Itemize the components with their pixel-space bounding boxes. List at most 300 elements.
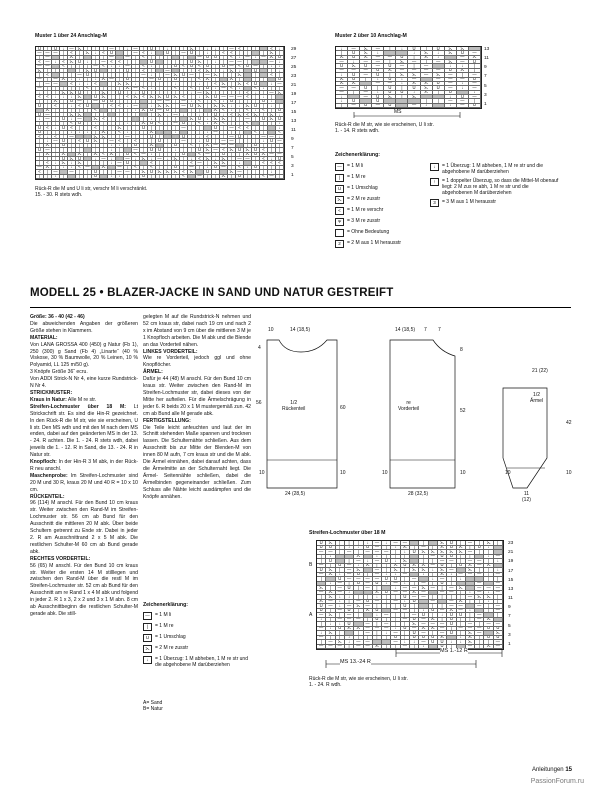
chart-cell: < (180, 95, 188, 99)
chart-cell: | (268, 69, 276, 73)
chart-cell: — (228, 135, 236, 139)
chart-cell: — (372, 56, 384, 60)
chart-cell: — (36, 166, 44, 170)
chart-cell: | (447, 627, 456, 632)
chart-cell: U (212, 113, 220, 117)
chart-cell: — (373, 541, 382, 546)
chart-cell: — (268, 91, 276, 95)
chart-cell: U (276, 56, 284, 60)
chart-cell: | (438, 618, 447, 623)
chart-cell: | (494, 595, 503, 600)
chart-cell: ⋋ (348, 64, 360, 68)
chart-cell: U (410, 550, 419, 555)
legend-colors (143, 700, 163, 713)
chart-cell: ⋋ (44, 153, 52, 157)
chart-cell: | (156, 135, 164, 139)
chart-cell: | (354, 541, 363, 546)
chart-cell: — (419, 546, 428, 551)
chart-cell: | (276, 87, 284, 91)
chart-cell: U (469, 78, 481, 82)
chart-cell: | (60, 87, 68, 91)
chart-cell: | (220, 131, 228, 135)
chart-cell: — (475, 582, 484, 587)
chart-cell: — (438, 591, 447, 596)
chart-cell: ⋋ (354, 555, 363, 560)
chart-cell: — (445, 73, 457, 77)
instruction-paragraph: Von LANA GROSSA 400 (450) g Natur (Fb 1), 250 (300) g Sand (Fb 4) „Linarte“ (40 % Viskose, 30 % Baumwolle, 20 % Leinen, 10 % Polyamid, LL 125 m/50 g). (30, 341, 138, 369)
chart-cell: | (164, 87, 172, 91)
chart-cell: | (196, 51, 204, 55)
chart-cell: < (180, 175, 188, 179)
chart-cell: | (76, 109, 84, 113)
chart-cell: | (236, 91, 244, 95)
chart-cell: U (384, 64, 396, 68)
chart-cell: — (364, 550, 373, 555)
chart-cell: ↓ (457, 577, 466, 582)
chart-cell: U (164, 95, 172, 99)
chart-cell: ↓ (116, 175, 124, 179)
chart-cell: — (92, 65, 100, 69)
chart-cell: U (84, 104, 92, 108)
chart-cell: — (457, 78, 469, 82)
chart-cell: | (180, 69, 188, 73)
chart-cell: | (236, 153, 244, 157)
chart-cell: ⋋ (140, 109, 148, 113)
chart-cell: | (447, 645, 456, 650)
chart-cell: | (60, 131, 68, 135)
row-number: 11 (484, 56, 489, 62)
chart-cell: | (252, 95, 260, 99)
chart-cell: | (84, 109, 92, 113)
chart-cell: U (148, 60, 156, 64)
chart-cell: — (484, 586, 493, 591)
chart-cell: | (84, 170, 92, 174)
chart-cell: ↓ (124, 47, 132, 51)
legend-text: = Ohne Bedeutung (347, 229, 390, 235)
chart-cell: ⋋ (484, 618, 493, 623)
chart-cell: — (336, 591, 345, 596)
chart-cell: U (252, 153, 260, 157)
chart-cell: U (360, 104, 372, 108)
chart-cell: | (326, 618, 335, 623)
chart-cell: | (84, 161, 92, 165)
chart-cell: < (276, 131, 284, 135)
chart-cell: | (132, 78, 140, 82)
chart-cell: | (396, 86, 408, 90)
chart-cell: ↓ (148, 117, 156, 121)
chart-cell: — (354, 577, 363, 582)
chart-cell: | (466, 546, 475, 551)
chart-cell: U (180, 135, 188, 139)
chart-cell: — (475, 604, 484, 609)
chart-cell: < (108, 60, 116, 64)
chart-cell: < (244, 126, 252, 130)
chart-cell: | (132, 175, 140, 179)
chart-cell: < (60, 60, 68, 64)
chart-cell: ⋋ (60, 91, 68, 95)
chart-cell: | (348, 91, 360, 95)
chart-cell: < (212, 82, 220, 86)
chart-cell: | (336, 104, 348, 108)
chart-cell: ↓ (196, 95, 204, 99)
chart-cell: U (396, 56, 408, 60)
chart-cell: ⋋ (348, 82, 360, 86)
chart-cell: U (124, 153, 132, 157)
instruction-paragraph: Dafür je 44 (48) M anschl. Für den Bund 10 cm kraus str. Weiter zwischen den Rand-M im Streifen-Lochmuster str, dabei dieses von der Mitte her aufteilen. Für die Ärmelschrägung in jeder 6. R beids 20 x 1 M mustergemäß zun. 42 cm ab Bund alle M gerade abk. (143, 376, 251, 417)
chart-cell: — (44, 65, 52, 69)
chart-cell: | (60, 175, 68, 179)
chart-cell: < (140, 87, 148, 91)
chart-cell: — (469, 86, 481, 90)
chart-cell: ⋋ (268, 51, 276, 55)
chart-cell: U (484, 627, 493, 632)
chart-cell: ↓ (373, 555, 382, 560)
chart-cell: — (336, 618, 345, 623)
chart-cell: | (382, 618, 391, 623)
muster2-note1: Rück-R die M str, wie sie erscheinen, U li str. (335, 122, 434, 128)
chart-cell: < (236, 126, 244, 130)
chart-cell: | (116, 109, 124, 113)
chart-cell: | (140, 139, 148, 143)
row-number: 7 (484, 74, 487, 80)
chart-cell: | (132, 73, 140, 77)
chart-cell: ⋋ (244, 104, 252, 108)
legend-item (143, 656, 253, 668)
chart-cell: — (475, 627, 484, 632)
chart-cell: ↓ (396, 78, 408, 82)
chart-cell: | (124, 117, 132, 121)
rueck-right: 60 (340, 405, 346, 411)
chart-cell: | (60, 109, 68, 113)
chart-cell: — (164, 69, 172, 73)
chart-cell: | (108, 82, 116, 86)
chart-cell: — (419, 622, 428, 627)
chart-cell: U (396, 91, 408, 95)
chart-cell: ↓ (108, 144, 116, 148)
chart-cell: — (204, 73, 212, 77)
chart-cell: | (421, 60, 433, 64)
chart-cell: ↓ (132, 82, 140, 86)
streifen-chart (316, 540, 504, 650)
chart-cell: U (433, 47, 445, 51)
chart-cell: U (438, 564, 447, 569)
chart-cell: | (419, 541, 428, 546)
legend-symbol-icon: ↓ (143, 656, 152, 664)
chart-cell: ↓ (354, 546, 363, 551)
chart-cell: | (260, 131, 268, 135)
chart-cell: ↓ (466, 591, 475, 596)
chart-cell: U (60, 117, 68, 121)
chart-cell: — (382, 550, 391, 555)
chart-cell: | (164, 175, 172, 179)
instruction-paragraph: MATERIAL: (30, 334, 58, 341)
chart-cell: — (438, 622, 447, 627)
chart-cell: ↓ (419, 645, 428, 650)
chart-cell: — (36, 87, 44, 91)
chart-cell: < (140, 95, 148, 99)
chart-cell: | (212, 51, 220, 55)
chart-cell: < (196, 78, 204, 82)
chart-cell: ⋋ (401, 559, 410, 564)
chart-cell: | (44, 131, 52, 135)
chart-cell: — (401, 618, 410, 623)
chart-cell: ↓ (124, 122, 132, 126)
chart-cell: U (204, 56, 212, 60)
chart-cell: — (228, 47, 236, 51)
chart-cell: | (36, 175, 44, 179)
chart-cell: ↓ (196, 135, 204, 139)
rueck-bottom: 24 (28,5) (285, 491, 306, 497)
chart-cell: | (60, 135, 68, 139)
chart-cell: — (469, 73, 481, 77)
chart-cell: ↓ (164, 47, 172, 51)
chart-cell: ↓ (494, 568, 503, 573)
chart-cell: U (188, 104, 196, 108)
chart-cell: — (447, 559, 456, 564)
chart-cell: ↓ (60, 47, 68, 51)
chart-cell: | (92, 91, 100, 95)
chart-cell: ↓ (116, 65, 124, 69)
chart-cell: | (236, 109, 244, 113)
chart-cell: — (132, 87, 140, 91)
chart-cell: | (373, 636, 382, 641)
row-number: 9 (508, 605, 511, 611)
chart-cell: < (244, 82, 252, 86)
chart-cell: ↓ (188, 91, 196, 95)
chart-cell: | (140, 117, 148, 121)
chart-cell: | (384, 73, 396, 77)
chart-cell: U (419, 613, 428, 618)
chart-cell: — (188, 166, 196, 170)
chart-cell: ↓ (276, 113, 284, 117)
chart-cell: ↓ (396, 47, 408, 51)
chart-cell: | (100, 161, 108, 165)
chart-cell: | (76, 51, 84, 55)
chart-cell: | (180, 82, 188, 86)
chart-cell: ⋋ (410, 568, 419, 573)
chart-cell: — (354, 645, 363, 650)
chart-cell: | (252, 117, 260, 121)
chart-cell: | (317, 595, 326, 600)
chart-cell: — (391, 640, 400, 645)
chart-cell: | (484, 568, 493, 573)
chart-cell: ⋋ (466, 636, 475, 641)
chart-cell: | (116, 135, 124, 139)
chart-cell: ⋋ (419, 627, 428, 632)
watermark: PassionForum.ru (530, 778, 584, 785)
chart-cell: | (408, 64, 420, 68)
chart-cell: ⋋ (429, 550, 438, 555)
chart-cell: < (36, 135, 44, 139)
chart-cell: | (494, 600, 503, 605)
chart-cell: | (438, 604, 447, 609)
chart-cell: ⋋ (447, 609, 456, 614)
chart-cell: ⋋ (408, 73, 420, 77)
chart-cell: < (92, 82, 100, 86)
chart-cell: — (401, 541, 410, 546)
chart-cell: — (345, 613, 354, 618)
chart-cell: — (384, 56, 396, 60)
chart-cell: | (108, 135, 116, 139)
chart-cell: < (236, 65, 244, 69)
chart-cell (68, 175, 76, 179)
chart-cell: | (148, 113, 156, 117)
chart-cell: | (475, 600, 484, 605)
chart-cell: ⋋ (236, 113, 244, 117)
chart-cell: | (108, 122, 116, 126)
chart-cell: — (196, 161, 204, 165)
chart-cell: | (236, 122, 244, 126)
chart-cell: | (326, 586, 335, 591)
chart-cell: — (124, 135, 132, 139)
chart-cell: | (391, 645, 400, 650)
chart-cell: ⋋ (236, 73, 244, 77)
chart-cell: | (44, 170, 52, 174)
chart-cell: ↓ (196, 113, 204, 117)
chart-cell: | (172, 109, 180, 113)
chart-cell: U (36, 113, 44, 117)
chart-cell: ↓ (92, 122, 100, 126)
chart-cell: U (372, 69, 384, 73)
chart-cell: ⋋ (373, 645, 382, 650)
chart-cell: | (260, 113, 268, 117)
chart-cell: — (317, 564, 326, 569)
chart-cell: ⋋ (188, 117, 196, 121)
chart-cell: ↓ (204, 131, 212, 135)
chart-cell: | (396, 95, 408, 99)
chart-cell: U (447, 622, 456, 627)
chart-cell: ⋋ (68, 60, 76, 64)
chart-cell: | (164, 60, 172, 64)
chart-cell: — (396, 69, 408, 73)
chart-cell: | (116, 73, 124, 77)
chart-cell: — (260, 56, 268, 60)
chart-cell: U (268, 139, 276, 143)
chart-cell: — (475, 591, 484, 596)
chart-cell: — (475, 559, 484, 564)
chart-cell: ↓ (148, 157, 156, 161)
chart-cell: | (469, 69, 481, 73)
chart-cell: | (204, 113, 212, 117)
chart-cell: — (469, 95, 481, 99)
chart-cell: — (410, 595, 419, 600)
chart-cell: | (60, 113, 68, 117)
row-number: 27 (291, 56, 297, 61)
chart-cell: ↓ (92, 78, 100, 82)
chart-cell: | (140, 148, 148, 152)
chart-cell: ⋋ (188, 170, 196, 174)
chart-cell: — (36, 78, 44, 82)
chart-cell: ⋋ (220, 157, 228, 161)
chart-cell: ⋋ (76, 47, 84, 51)
chart-cell: | (220, 47, 228, 51)
chart-cell: | (228, 117, 236, 121)
chart-cell: ↓ (164, 157, 172, 161)
chart-cell: | (164, 126, 172, 130)
chart-cell: — (317, 550, 326, 555)
chart-cell: ↓ (457, 82, 469, 86)
chart-cell: ⋋ (457, 69, 469, 73)
chart-cell: ⋋ (336, 82, 348, 86)
chart-cell: U (252, 82, 260, 86)
chart-cell: | (92, 60, 100, 64)
chart-cell: ↓ (447, 640, 456, 645)
legend-item (335, 240, 425, 248)
chart-cell: | (260, 126, 268, 130)
chart-cell: < (252, 131, 260, 135)
chart-cell: < (44, 126, 52, 130)
chart-cell: — (401, 586, 410, 591)
chart-cell: U (196, 148, 204, 152)
chart-cell: | (391, 613, 400, 618)
chart-cell: | (124, 73, 132, 77)
chart-cell: ⋋ (326, 631, 335, 636)
chart-cell: ⋋ (326, 568, 335, 573)
chart-cell: | (76, 87, 84, 91)
chart-cell: | (68, 139, 76, 143)
chart-cell: | (188, 122, 196, 126)
chart-cell: — (244, 117, 252, 121)
chart-cell: | (164, 139, 172, 143)
chart-cell: | (60, 69, 68, 73)
chart-cell: — (345, 568, 354, 573)
chart-cell: ⋋ (484, 645, 493, 650)
chart-cell: U (156, 148, 164, 152)
chart-cell: ⋋ (360, 47, 372, 51)
chart-cell: | (326, 564, 335, 569)
chart-cell: | (475, 541, 484, 546)
chart-cell: | (132, 56, 140, 60)
chart-cell: — (364, 631, 373, 636)
chart-cell: | (116, 95, 124, 99)
chart-cell: — (172, 113, 180, 117)
chart-cell: < (60, 65, 68, 69)
chart-cell: | (401, 622, 410, 627)
chart-cell: | (84, 144, 92, 148)
chart-cell: | (164, 56, 172, 60)
chart-cell: ⋋ (326, 613, 335, 618)
chart-cell: | (228, 157, 236, 161)
chart-cell: — (457, 99, 469, 103)
chart-cell: — (475, 564, 484, 569)
chart-cell: — (447, 591, 456, 596)
chart-cell: | (156, 117, 164, 121)
instruction-paragraph: 96 (114) M anschl. Für den Bund 10 cm kraus str. Weiter zwischen den Rand-M im Streifen-Lochmuster str. 56 cm ab Bund für den Ausschnitt die mittleren 20 M abk. Über beide Schultern getrennt zu Ende str. Dabei in jeder 2. R am Ausschnittrand 2 x 5 M abk. Die restlichen Schulter-M 60 cm ab Bund gerade abk. (30, 500, 138, 555)
chart-cell: | (401, 636, 410, 641)
chart-cell: | (100, 104, 108, 108)
chart-cell: U (60, 157, 68, 161)
chart-cell: U (36, 148, 44, 152)
chart-cell: ↓ (36, 117, 44, 121)
chart-cell: < (140, 56, 148, 60)
chart-cell: ⋋ (364, 609, 373, 614)
chart-cell: | (100, 139, 108, 143)
chart-cell: | (494, 613, 503, 618)
chart-cell: — (360, 60, 372, 64)
chart-cell: | (116, 153, 124, 157)
chart-cell: — (373, 559, 382, 564)
chart-cell: U (172, 65, 180, 69)
chart-cell: U (384, 91, 396, 95)
chart-cell: ↓ (382, 631, 391, 636)
chart-cell: ⋋ (140, 157, 148, 161)
chart-cell: | (36, 139, 44, 143)
chart-cell: ↓ (204, 47, 212, 51)
chart-cell: — (52, 82, 60, 86)
chart-cell: | (60, 148, 68, 152)
chart-cell: < (36, 95, 44, 99)
chart-cell: — (336, 609, 345, 614)
